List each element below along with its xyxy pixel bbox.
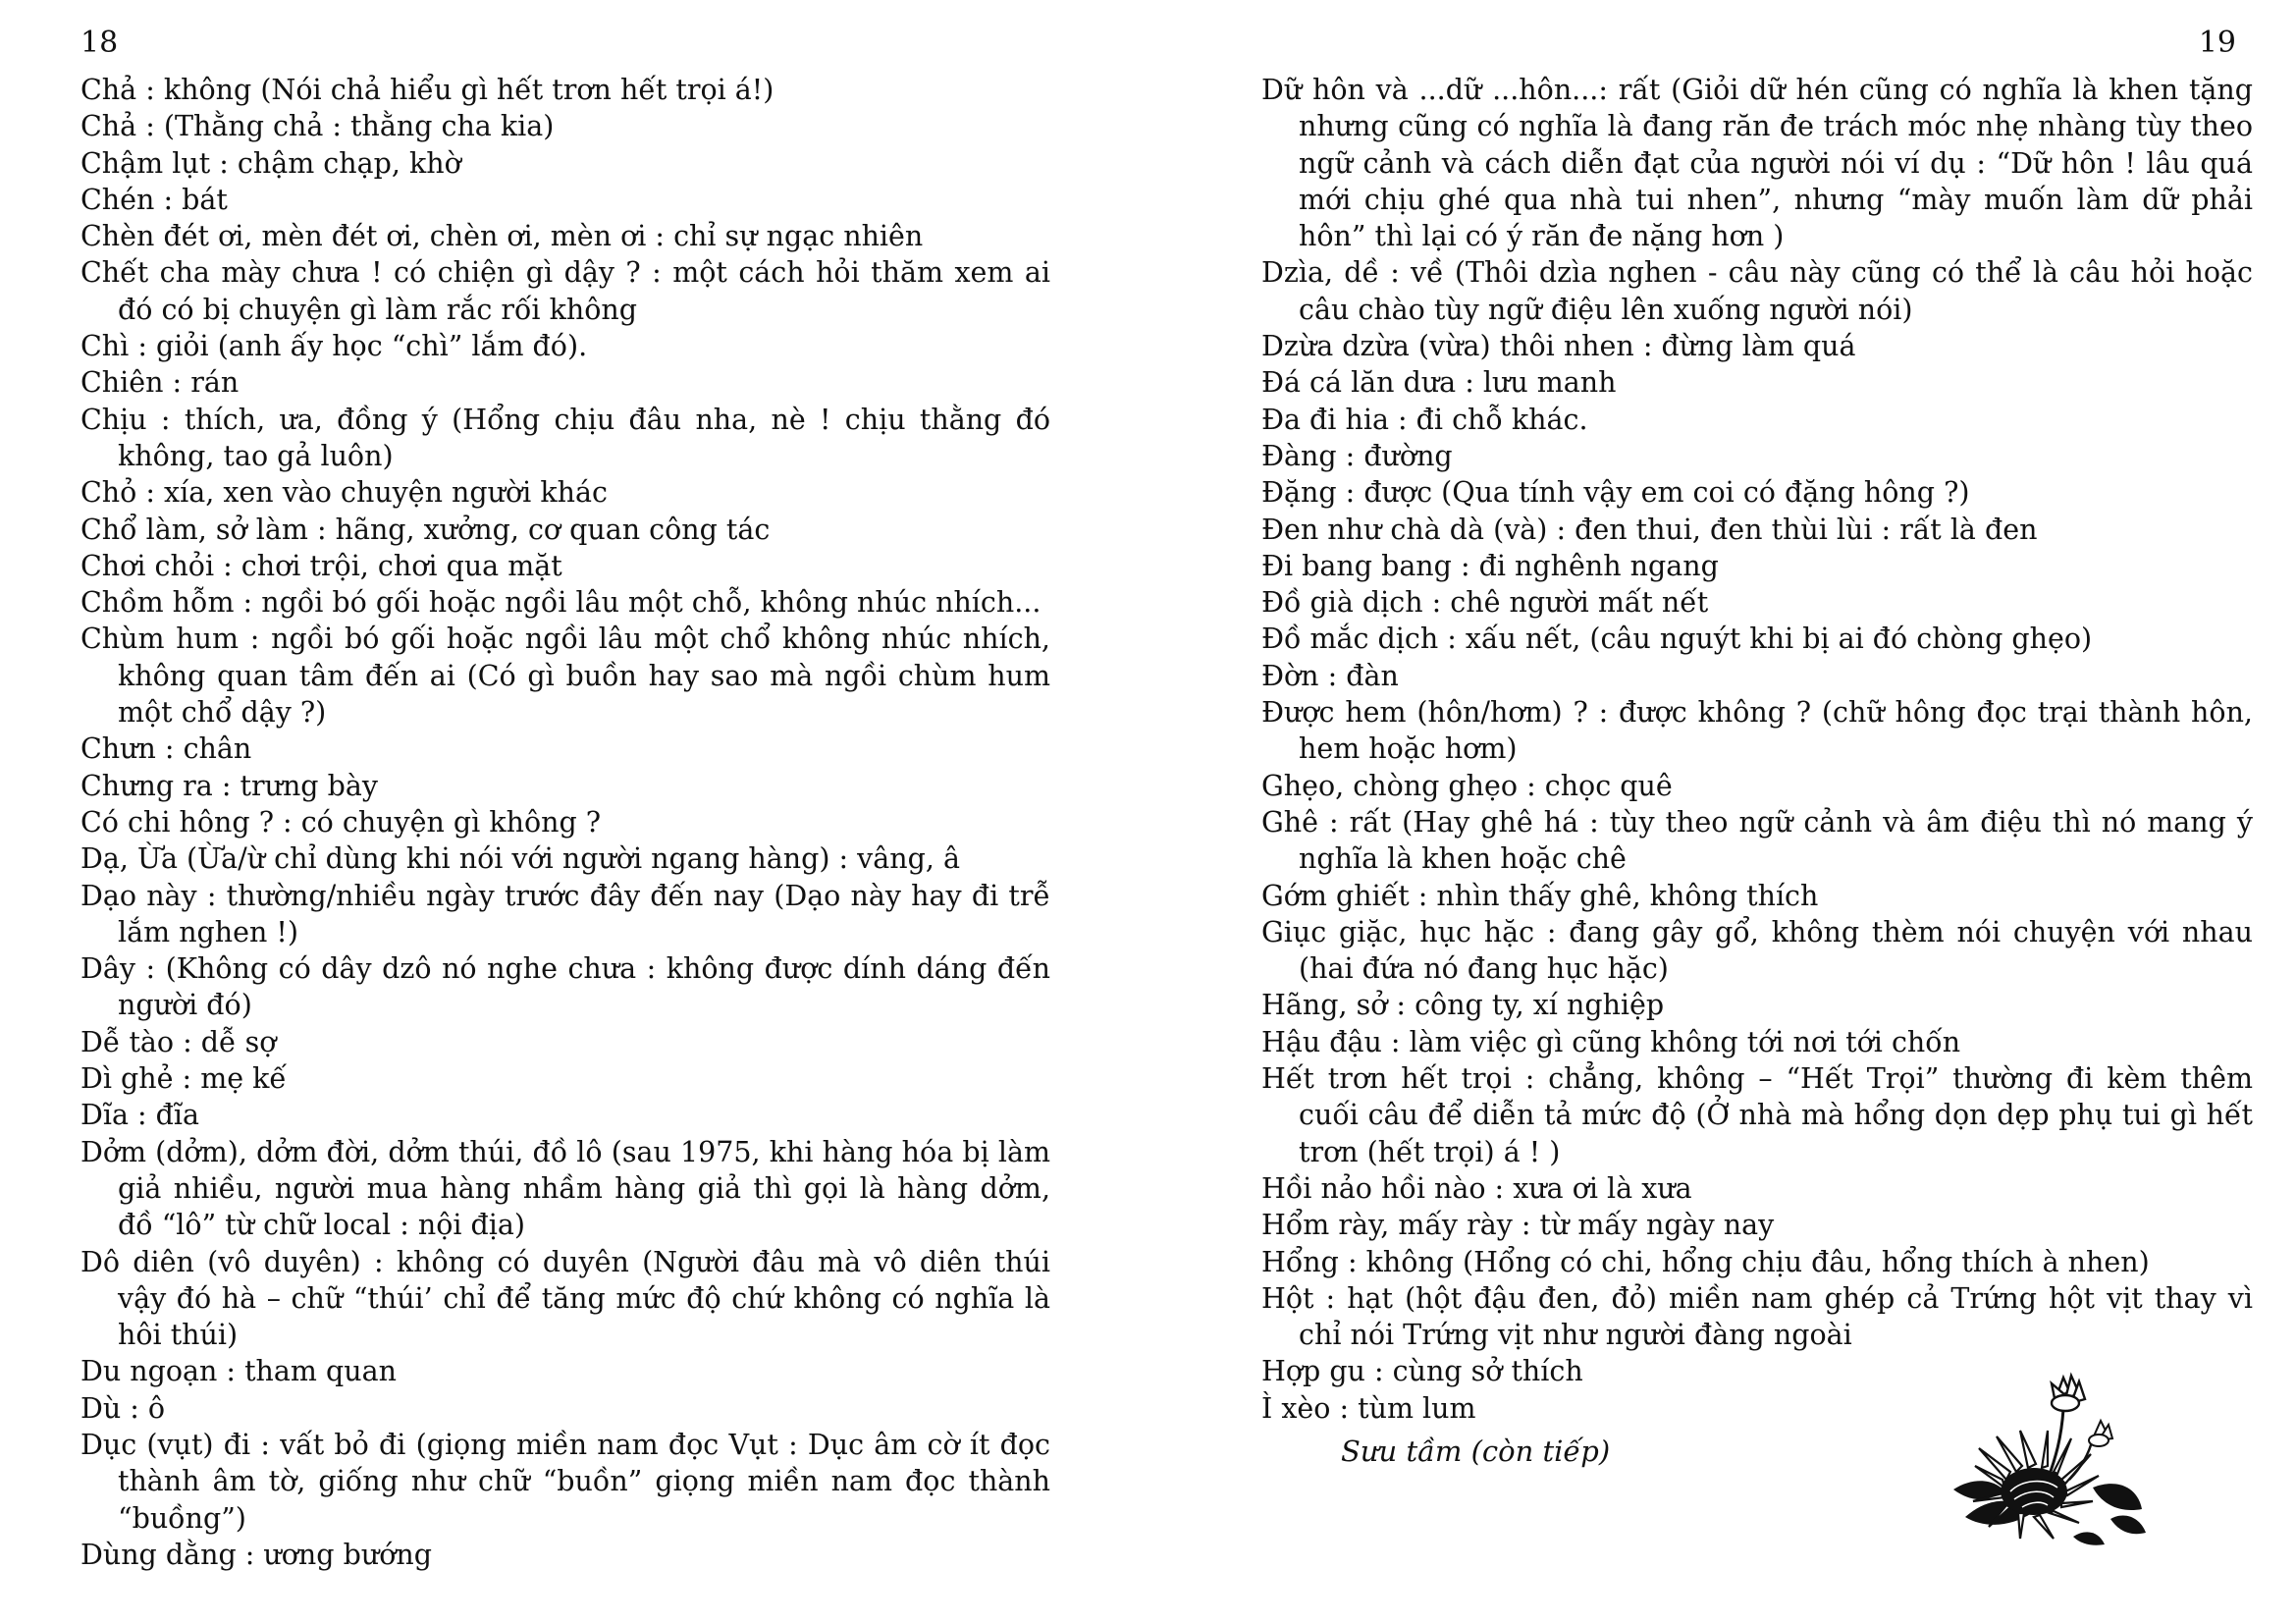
glossary-entry: Hết trơn hết trọi : chẳng, không – “Hết Trọi” thường đi kèm thêm cuối câu để diễn tả mức độ (Ở nhà mà hổng dọn dẹp phụ tui gì hết trơn (hết trọi) á ! ) <box>1261 1062 2253 1168</box>
page-number-right: 19 <box>2198 26 2236 60</box>
glossary-entry: Ghê : rất (Hay ghê há : tùy theo ngữ cảnh và âm điệu thì nó mang ý nghĩa là khen hoặc chê <box>1261 805 2253 876</box>
chrysanthemum-flower-icon <box>1946 1370 2152 1546</box>
glossary-entry: Chổ làm, sở làm : hãng, xưởng, cơ quan công tác <box>80 513 771 546</box>
glossary-entry: Dây : (Không có dây dzô nó nghe chưa : không được dính dáng đến người đó) <box>80 952 1050 1022</box>
glossary-entry: Dục (vụt) đi : vất bỏ đi (giọng miền nam đọc Vụt : Dục âm cờ ít đọc thành âm tờ, giống như chữ “buồn” giọng miền nam đọc thành “buồng”) <box>80 1428 1050 1535</box>
glossary-entry: Hợp gu : cùng sở thích <box>1261 1355 1583 1388</box>
glossary-entry: Dì ghẻ : mẹ kế <box>80 1062 287 1096</box>
glossary-entry: Được hem (hôn/hơm) ? : được không ? (chữ hông đọc trại thành hôn, hem hoặc hơm) <box>1261 696 2253 766</box>
glossary-entry: Chén : bát <box>80 183 228 216</box>
glossary-entry: Dạ, Ừa (Ừa/ừ chỉ dùng khi nói với người ngang hàng) : vâng, â <box>80 842 960 876</box>
glossary-entry: Hồi nảo hồi nào : xưa ơi là xưa <box>1261 1171 1692 1205</box>
glossary-entry: Dzừa dzừa (vừa) thôi nhen : đừng làm quá <box>1261 330 1856 363</box>
glossary-entry: Dù : ô <box>80 1391 166 1425</box>
glossary-entry: Chả : không (Nói chả hiểu gì hết trơn hết trọi á!) <box>80 74 774 106</box>
glossary-entry: Đen như chà dà (và) : đen thui, đen thùi lùi : rất là đen <box>1261 513 2038 546</box>
glossary-entry: Dạo này : thường/nhiều ngày trước đây đến nay (Dạo này hay đi trễ lắm nghen !) <box>80 879 1050 948</box>
glossary-list-left <box>80 72 1050 1573</box>
glossary-entry: Đồ già dịch : chê người mất nết <box>1261 586 1709 620</box>
glossary-entry: Chết cha mày chưa ! có chiện gì dậy ? : một cách hỏi thăm xem ai đó có bị chuyện gì làm rắc rối không <box>80 256 1050 326</box>
glossary-entry: Đờn : đàn <box>1261 659 1399 692</box>
glossary-entry: Chả : (Thằng chả : thằng cha kia) <box>80 110 555 143</box>
glossary-entry: Chậm lụt : chậm chạp, khờ <box>80 146 461 180</box>
glossary-entry: Dzìa, dề : về (Thôi dzìa nghen - câu này cũng có thể là câu hỏi hoặc câu chào tùy ngữ điệu lên xuống người nói) <box>1261 256 2253 326</box>
glossary-entry: Chơi chỏi : chơi trội, chơi qua mặt <box>80 549 562 582</box>
glossary-entry: Có chi hông ? : có chuyện gì không ? <box>80 805 602 839</box>
glossary-entry: Chì : giỏi (anh ấy học “chì” lắm đó). <box>80 330 588 363</box>
page-number-left: 18 <box>80 26 119 60</box>
glossary-entry: Hổm rày, mấy rày : từ mấy ngày nay <box>1261 1209 1775 1242</box>
glossary-entry: Chịu : thích, ưa, đồng ý (Hổng chịu đâu nha, nè ! chịu thằng đó không, tao gả luôn) <box>80 403 1050 472</box>
glossary-entry: Dởm (dởm), dởm đời, dởm thúi, đồ lô (sau 1975, khi hàng hóa bị làm giả nhiều, người mua hàng nhầm hàng giả thì gọi là hàng dởm, đồ “lô” từ chữ local : nội địa) <box>80 1135 1050 1242</box>
glossary-list-right <box>1261 72 2253 1427</box>
glossary-entry: Ghẹo, chòng ghẹo : chọc quê <box>1261 769 1673 802</box>
glossary-entry: Hãng, sở : công ty, xí nghiệp <box>1261 989 1665 1022</box>
glossary-entry: Chiên : rán <box>80 366 240 400</box>
glossary-entry: Đồ mắc dịch : xấu nết, (câu nguýt khi bị ai đó chòng ghẹo) <box>1261 623 2093 656</box>
source-signature: Sưu tầm (còn tiếp) <box>1341 1435 1611 1468</box>
glossary-entry: Đa đi hia : đi chỗ khác. <box>1261 403 1588 436</box>
glossary-entry: Chùm hum : ngồi bó gối hoặc ngồi lâu một chổ không nhúc nhích, không quan tâm đến ai (Có gì buồn hay sao mà ngồi chùm hum một chổ dậy ?) <box>80 623 1050 730</box>
glossary-entry: Dữ hôn và ...dữ ...hôn...: rất (Giỏi dữ hén cũng có nghĩa là khen tặng nhưng cũng có nghĩa là đang răn đe trách móc nhẹ nhàng tùy theo ngữ cảnh và cách diễn đạt của người nói ví dụ : “Dữ hôn ! lâu quá mới chịu ghé qua nhà tui nhen”, nhưng “mày muốn làm dữ phải hôn” thì lại có ý răn đe nặng hơn ) <box>1261 74 2253 253</box>
glossary-entry: Hậu đậu : làm việc gì cũng không tới nơi tới chốn <box>1261 1025 1961 1058</box>
glossary-entry: Chỏ : xía, xen vào chuyện người khác <box>80 476 608 510</box>
glossary-entry: Hột : hạt (hột đậu đen, đỏ) miền nam ghép cả Trứng hột vịt thay vì chỉ nói Trứng vịt như người đàng ngoài <box>1261 1281 2253 1352</box>
glossary-entry: Đàng : đường <box>1261 439 1453 472</box>
glossary-entry: Chèn đét ơi, mèn đét ơi, chèn ơi, mèn ơi : chỉ sự ngạc nhiên <box>80 220 924 253</box>
glossary-entry: Dĩa : đĩa <box>80 1099 200 1132</box>
glossary-entry: Đi bang bang : đi nghênh ngang <box>1261 549 1719 582</box>
right-page <box>1148 0 2296 1624</box>
glossary-entry: Dùng dằng : ương bướng <box>80 1538 432 1571</box>
glossary-entry: Đá cá lăn dưa : lưu manh <box>1261 366 1617 400</box>
glossary-entry: Giục giặc, hục hặc : đang gây gổ, không thèm nói chuyện với nhau (hai đứa nó đang hục hặc) <box>1261 915 2253 986</box>
glossary-entry: Ì xèo : tùm lum <box>1261 1391 1476 1425</box>
glossary-entry: Gớm ghiết : nhìn thấy ghê, không thích <box>1261 879 1819 912</box>
glossary-entry: Chưn : chân <box>80 732 252 766</box>
glossary-entry: Chưng ra : trưng bày <box>80 769 378 802</box>
glossary-entry: Chồm hỗm : ngồi bó gối hoặc ngồi lâu một chỗ, không nhúc nhích... <box>80 586 1041 620</box>
glossary-entry: Dô diên (vô duyên) : không có duyên (Người đâu mà vô diên thúi vậy đó hà – chữ “thúi’ chỉ để tăng mức độ chứ không có nghĩa là hôi thúi) <box>80 1245 1050 1352</box>
glossary-entry: Đặng : được (Qua tính vậy em coi có đặng hông ?) <box>1261 476 1970 510</box>
glossary-entry: Du ngoạn : tham quan <box>80 1355 397 1388</box>
glossary-entry: Hổng : không (Hổng có chi, hổng chịu đâu, hổng thích à nhen) <box>1261 1245 2150 1278</box>
glossary-entry: Dễ tào : dễ sợ <box>80 1025 277 1058</box>
